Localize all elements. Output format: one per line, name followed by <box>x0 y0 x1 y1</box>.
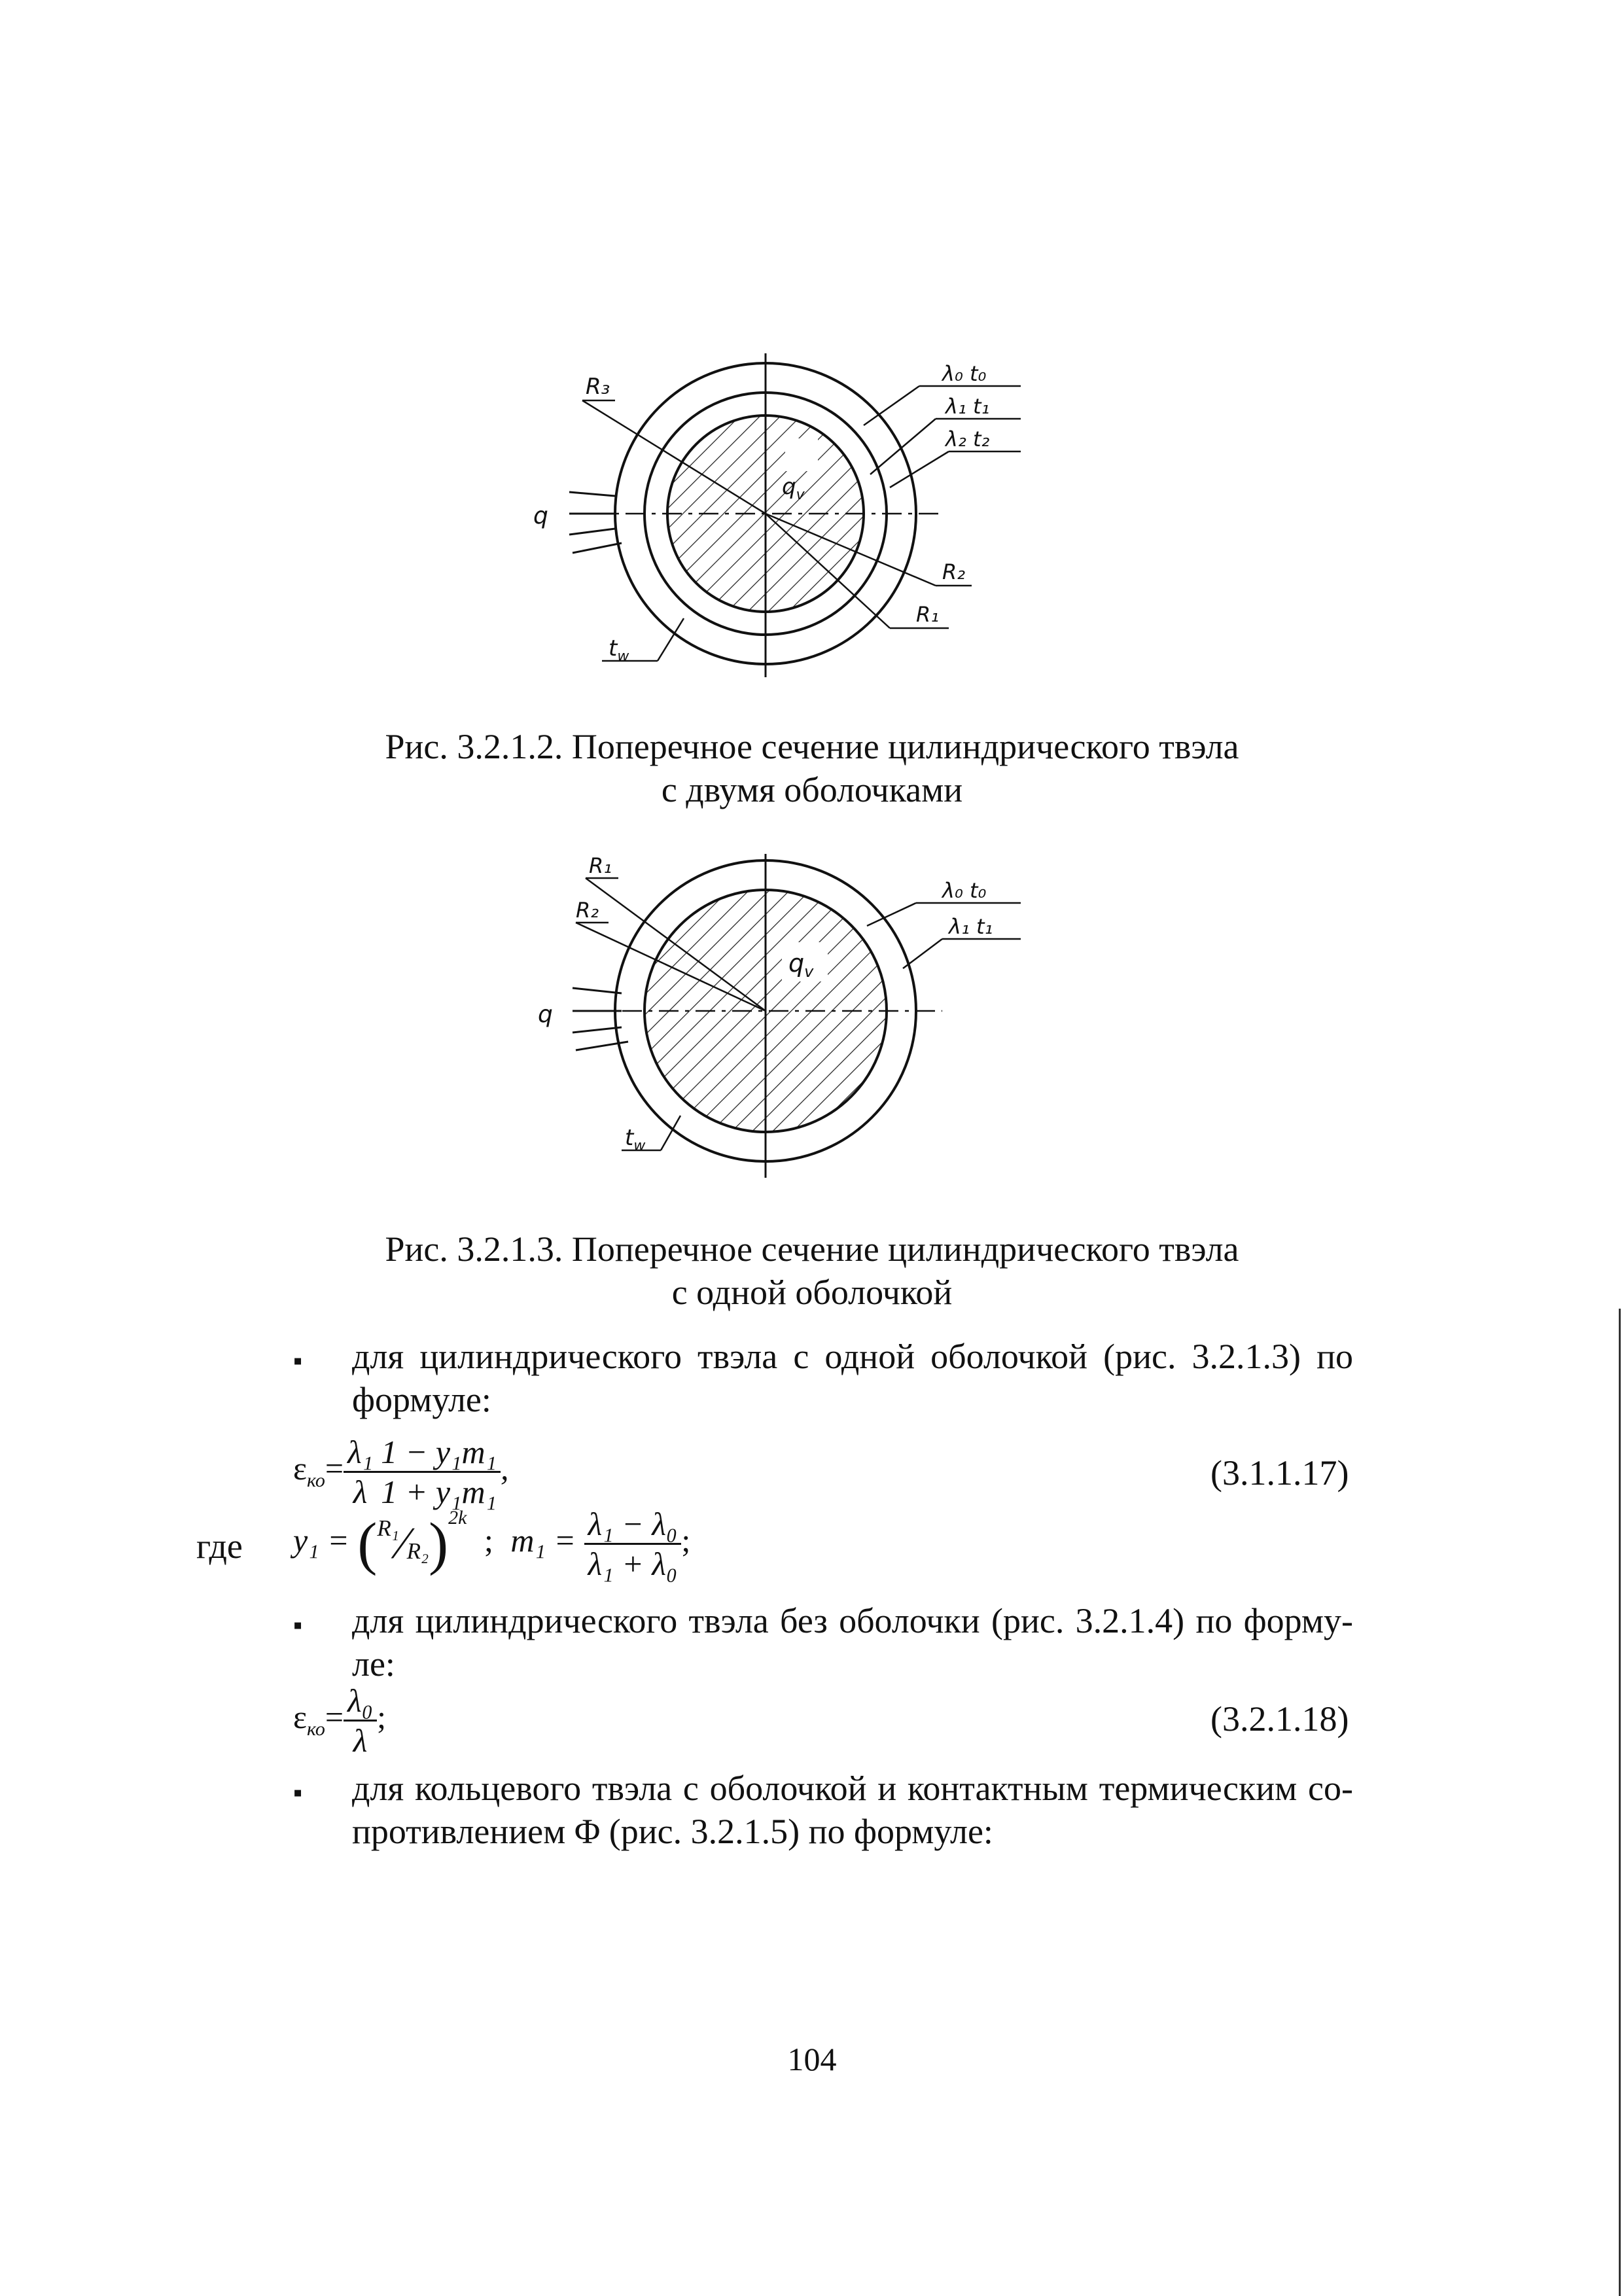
label-r1: R₁ <box>589 853 612 878</box>
label-lambda1-t1: λ₁ t₁ <box>945 394 990 419</box>
label-r2: R₂ <box>942 559 966 584</box>
item3-line2: противлением Φ (рис. 3.2.1.5) по формуле: <box>352 1812 993 1851</box>
eq18-frac: $\frac{\text{λ₀}}{\lambda}$ <box>344 1682 377 1759</box>
item2-line2: ле: <box>352 1644 395 1684</box>
item1-line1: для цилиндрического твэла с одной оболочкой (рис. 3.2.1.3) по <box>352 1337 1353 1376</box>
label-lambda0-t0: λ₀ t₀ <box>942 361 987 386</box>
label-lambda1-t1: λ₁ t₁ <box>949 914 993 939</box>
page-number: 104 <box>787 2041 837 2077</box>
item2-text <box>352 1599 1353 1686</box>
item3-text <box>352 1767 1353 1853</box>
equation-17: $\varepsilon_{ко}=$ $\frac{\text{λ₁}}{\lambda}$ $\frac{\text{1 − y₁m₁}}{\text{1 + y₁m₁}}$ , <box>293 1434 509 1510</box>
fuel-rod-two-claddings-diagram <box>523 347 1047 687</box>
figure2-caption-line2: с одной оболочкой <box>671 1273 953 1312</box>
eq17-frac1: $\frac{\text{λ₁}}{\lambda}$ <box>344 1433 377 1511</box>
where-m-frac: $\frac{\text{λ₁ − λ₀}}{\text{λ₁ + λ₀}}$ <box>584 1505 682 1583</box>
figure1-caption-line2: с двумя оболочками <box>661 770 963 809</box>
equation-17-number: (3.1.1.17) <box>1210 1453 1349 1492</box>
label-lambda0-t0: λ₀ t₀ <box>942 878 987 903</box>
item3-line1: для кольцевого твэла с оболочкой и контактным термическим со- <box>352 1769 1353 1808</box>
label-r1: R₁ <box>916 602 940 627</box>
label-tw: $t_w$ <box>625 1125 646 1154</box>
item1-text <box>352 1335 1353 1421</box>
where-label: где <box>196 1527 243 1566</box>
label-qv: $q_v$ <box>788 949 814 981</box>
label-r3: R₃ <box>586 374 610 400</box>
figure-one-cladding <box>523 851 1047 1191</box>
equation-18-number: (3.2.1.18) <box>1210 1699 1349 1739</box>
fuel-rod-one-cladding-diagram <box>523 851 1047 1191</box>
bullet-3: ▪ <box>293 1778 303 1807</box>
figure1-caption <box>0 725 1624 811</box>
scan-edge-line <box>1619 1309 1621 2296</box>
where-formula: $y_1 = (^{R_1}⁄_{R_2})^{2k}$ ; m₁ = $\frac{\text{λ₁ − λ₀}}{\text{λ₁ + λ₀}}$ ; <box>293 1506 691 1582</box>
figure2-caption-line1: Рис. 3.2.1.3. Поперечное сечение цилиндрического твэла <box>385 1229 1239 1269</box>
label-r2: R₂ <box>576 898 599 923</box>
label-qv: $q_v$ <box>782 474 805 503</box>
bullet-1: ▪ <box>293 1346 303 1375</box>
figure2-caption <box>0 1227 1624 1314</box>
label-heat-flux: q <box>533 503 548 529</box>
equation-18: $\varepsilon_{ко}=$ $\frac{\text{λ₀}}{\lambda}$ ; <box>293 1682 387 1759</box>
label-heat-flux: q <box>538 1001 553 1028</box>
label-lambda2-t2: λ₂ t₂ <box>945 427 990 451</box>
eq17-frac2: $\frac{\text{1 − y₁m₁}}{\text{1 + y₁m₁}}$ <box>377 1433 501 1511</box>
item2-line1: для цилиндрического твэла без оболочки (рис. 3.2.1.4) по форму- <box>352 1601 1353 1640</box>
item1-line2: формуле: <box>352 1380 491 1419</box>
bullet-2: ▪ <box>293 1610 303 1640</box>
figure1-caption-line1: Рис. 3.2.1.2. Поперечное сечение цилиндрического твэла <box>385 727 1239 766</box>
figure-two-claddings <box>523 347 1047 687</box>
label-tw: $t_w$ <box>609 635 629 665</box>
